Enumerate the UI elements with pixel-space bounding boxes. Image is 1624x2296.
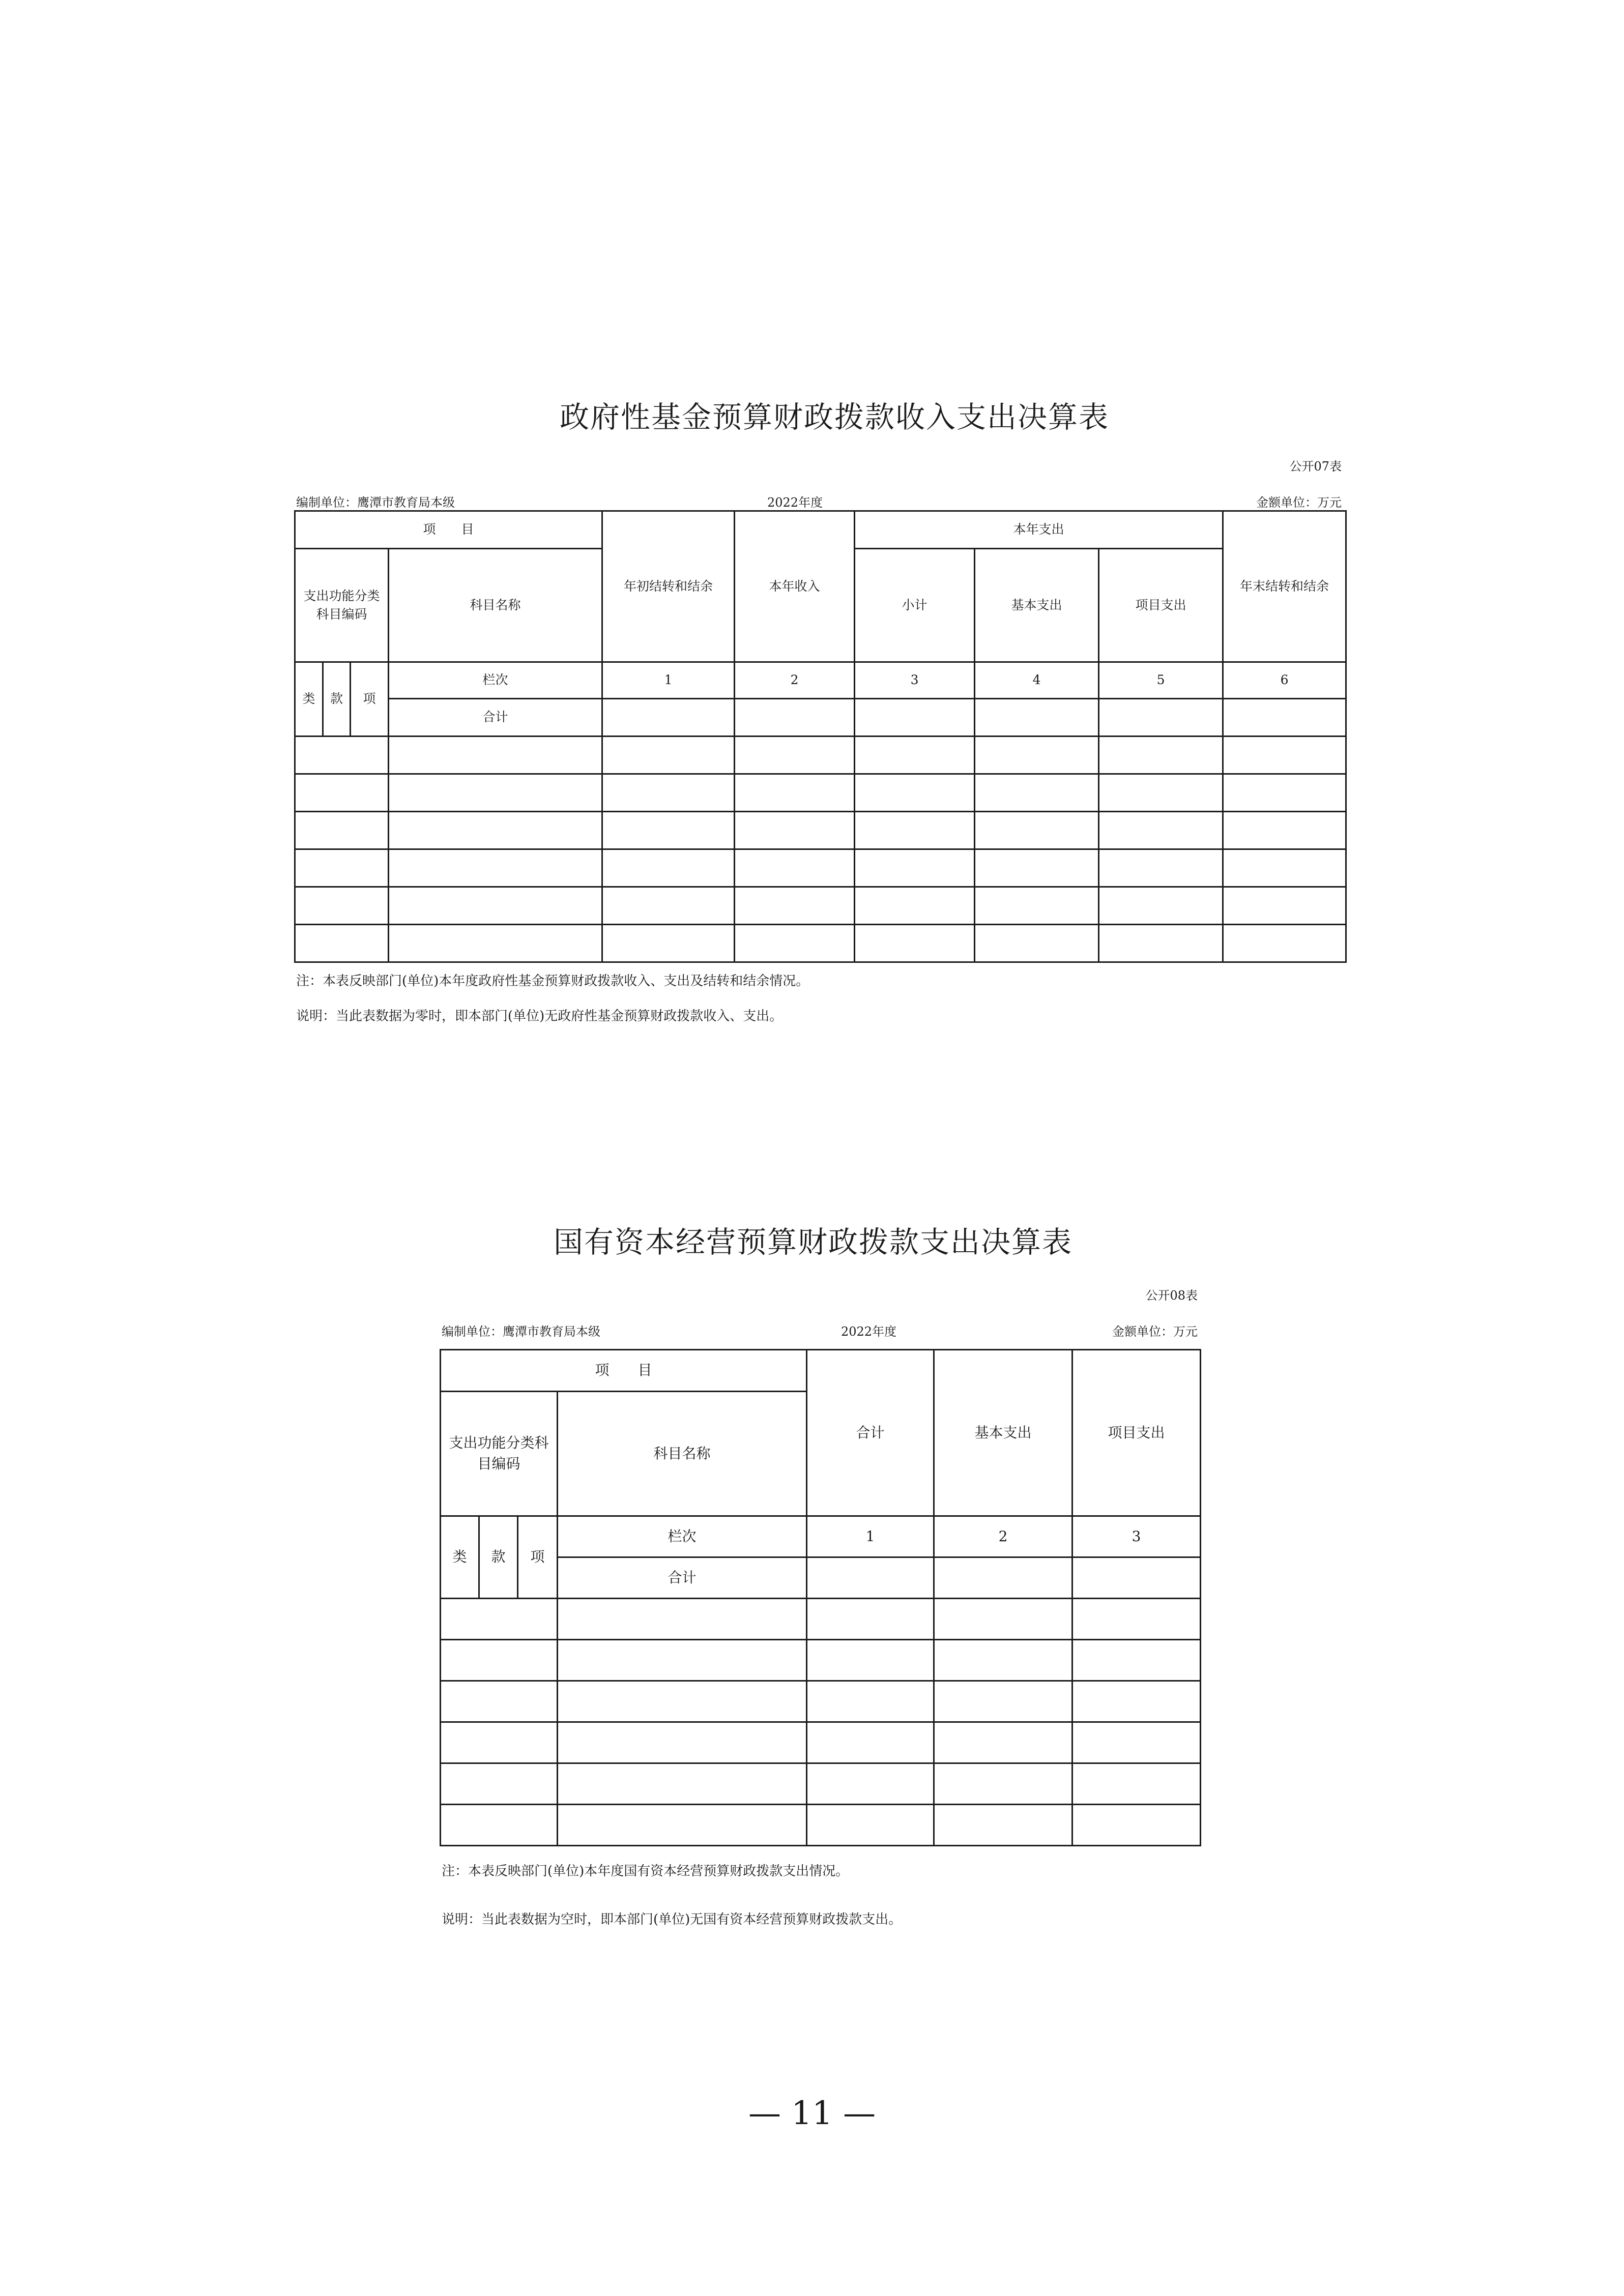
table1-col-number: 5 bbox=[1099, 662, 1223, 699]
table2-cell bbox=[441, 1805, 558, 1846]
table1-cell bbox=[389, 774, 602, 812]
table2-cell bbox=[934, 1681, 1072, 1722]
table-row bbox=[295, 737, 1346, 774]
table1-cell bbox=[975, 774, 1099, 812]
table1-cell bbox=[602, 774, 735, 812]
table2-cell bbox=[1072, 1722, 1201, 1763]
table2-cell bbox=[807, 1557, 934, 1599]
table2-cell bbox=[934, 1763, 1072, 1805]
table2-cell bbox=[1072, 1805, 1201, 1846]
table1-cell bbox=[389, 849, 602, 887]
table2-cell bbox=[934, 1722, 1072, 1763]
table1-cell bbox=[1223, 849, 1346, 887]
table2-cell bbox=[1072, 1681, 1201, 1722]
page-number: — 11 — bbox=[748, 2095, 876, 2132]
table1-cell bbox=[295, 774, 389, 812]
table2-header-total: 合计 bbox=[807, 1350, 934, 1516]
table2-unit: 编制单位：鹰潭市教育局本级 bbox=[442, 1324, 600, 1339]
table2-cell bbox=[558, 1681, 807, 1722]
table1-col-number: 6 bbox=[1223, 662, 1346, 699]
table2 bbox=[440, 1349, 1201, 1846]
table2-currency-unit: 金额单位：万元 bbox=[1112, 1324, 1198, 1339]
table2-cell bbox=[807, 1763, 934, 1805]
table1-cell bbox=[855, 812, 975, 849]
table-row bbox=[441, 1805, 1201, 1846]
table1-cell bbox=[855, 699, 975, 737]
table2-cell bbox=[807, 1805, 934, 1846]
table1-header-current-income: 本年收入 bbox=[735, 511, 855, 662]
table1-cell bbox=[389, 812, 602, 849]
table2-explanation: 说明：当此表数据为空时，即本部门(单位)无国有资本经营预算财政拨款支出。 bbox=[442, 1912, 902, 1927]
table1-cell bbox=[295, 849, 389, 887]
table1-cell bbox=[1099, 925, 1223, 962]
table2-cell bbox=[441, 1640, 558, 1681]
table-row bbox=[441, 1722, 1201, 1763]
table1-header-xiang: 项 bbox=[351, 662, 389, 737]
table1-cell bbox=[975, 699, 1099, 737]
table2-header-subject-name: 科目名称 bbox=[558, 1392, 807, 1516]
table2-header-xiang: 项 bbox=[518, 1516, 558, 1599]
table2-cell bbox=[558, 1599, 807, 1640]
table1-header-func-code: 支出功能分类科目编码 bbox=[295, 549, 389, 662]
table1-header-subject-name: 科目名称 bbox=[389, 549, 602, 662]
table-row bbox=[295, 812, 1346, 849]
table2-header-basic-expense: 基本支出 bbox=[934, 1350, 1072, 1516]
table1-cell bbox=[855, 737, 975, 774]
table2-cell bbox=[934, 1599, 1072, 1640]
table2-cell bbox=[558, 1640, 807, 1681]
table1-header-subtotal: 小计 bbox=[855, 549, 975, 662]
table1-cell bbox=[975, 887, 1099, 925]
table1-cell bbox=[1223, 812, 1346, 849]
table1-header-basic-expense: 基本支出 bbox=[975, 549, 1099, 662]
table1-cell bbox=[295, 737, 389, 774]
table1-year: 2022年度 bbox=[767, 495, 823, 510]
table1-explanation: 说明：当此表数据为零时，即本部门(单位)无政府性基金预算财政拨款收入、支出。 bbox=[296, 1009, 783, 1024]
table-row bbox=[295, 925, 1346, 962]
table1-col-number: 1 bbox=[602, 662, 735, 699]
table1-cell bbox=[735, 925, 855, 962]
table2-total-label: 合计 bbox=[558, 1557, 807, 1599]
table2-cell bbox=[807, 1681, 934, 1722]
table1-cell bbox=[602, 849, 735, 887]
table1-cell bbox=[975, 925, 1099, 962]
table2-cell bbox=[1072, 1640, 1201, 1681]
table1-cell bbox=[855, 849, 975, 887]
table1-cell bbox=[602, 925, 735, 962]
table2-cell bbox=[441, 1599, 558, 1640]
table2-cell bbox=[441, 1763, 558, 1805]
table1-cell bbox=[1099, 699, 1223, 737]
table1-cell bbox=[855, 774, 975, 812]
table1-cell bbox=[1099, 849, 1223, 887]
table1-title: 政府性基金预算财政拨款收入支出决算表 bbox=[560, 400, 1110, 434]
table1-header-opening-balance: 年初结转和结余 bbox=[602, 511, 735, 662]
table1-header-closing-balance: 年末结转和结余 bbox=[1223, 511, 1346, 662]
table2-col-number: 3 bbox=[1072, 1516, 1201, 1557]
table-row bbox=[441, 1640, 1201, 1681]
table2-year: 2022年度 bbox=[841, 1324, 897, 1339]
table1-form-number: 公开07表 bbox=[1289, 459, 1342, 474]
table1-cell bbox=[1099, 812, 1223, 849]
table1-cell bbox=[1223, 737, 1346, 774]
table1-cell bbox=[735, 774, 855, 812]
table1-cell bbox=[735, 887, 855, 925]
table-row bbox=[295, 774, 1346, 812]
table1-column-row-label: 栏次 bbox=[389, 662, 602, 699]
table1-cell bbox=[295, 812, 389, 849]
table1-cell bbox=[602, 737, 735, 774]
table1-header-lei: 类 bbox=[295, 662, 323, 737]
table1-cell bbox=[1223, 925, 1346, 962]
table2-col-number: 2 bbox=[934, 1516, 1072, 1557]
table2-cell bbox=[558, 1763, 807, 1805]
table2-header-item: 项 目 bbox=[441, 1350, 807, 1392]
table2-cell bbox=[934, 1805, 1072, 1846]
table1-cell bbox=[1099, 774, 1223, 812]
table-row bbox=[441, 1763, 1201, 1805]
table1-cell bbox=[389, 737, 602, 774]
table2-cell bbox=[558, 1805, 807, 1846]
table2-header-kuan: 款 bbox=[479, 1516, 518, 1599]
table2-form-number: 公开08表 bbox=[1145, 1288, 1198, 1303]
table2-cell bbox=[934, 1557, 1072, 1599]
table1-cell bbox=[855, 887, 975, 925]
table1-cell bbox=[602, 887, 735, 925]
table-row bbox=[295, 849, 1346, 887]
table1-cell bbox=[735, 699, 855, 737]
table1-cell bbox=[1099, 887, 1223, 925]
table1-header-current-expense: 本年支出 bbox=[855, 511, 1223, 549]
table1-cell bbox=[602, 699, 735, 737]
table1-currency-unit: 金额单位：万元 bbox=[1256, 495, 1342, 510]
table1-header-kuan: 款 bbox=[323, 662, 351, 737]
table1-cell bbox=[295, 887, 389, 925]
table2-title: 国有资本经营预算财政拨款支出决算表 bbox=[554, 1225, 1073, 1259]
table2-cell bbox=[558, 1722, 807, 1763]
table1-cell bbox=[855, 925, 975, 962]
table-row bbox=[441, 1681, 1201, 1722]
table2-cell bbox=[934, 1640, 1072, 1681]
table2-cell bbox=[1072, 1763, 1201, 1805]
table2-cell bbox=[807, 1640, 934, 1681]
table-row bbox=[441, 1599, 1201, 1640]
table1-total-label: 合计 bbox=[389, 699, 602, 737]
table1-cell bbox=[975, 737, 1099, 774]
table1-cell bbox=[975, 849, 1099, 887]
table2-column-row-label: 栏次 bbox=[558, 1516, 807, 1557]
table1-cell bbox=[295, 925, 389, 962]
table1-cell bbox=[1223, 774, 1346, 812]
table2-cell bbox=[441, 1722, 558, 1763]
table2-header-lei: 类 bbox=[441, 1516, 479, 1599]
table1-cell bbox=[389, 925, 602, 962]
table1-col-number: 4 bbox=[975, 662, 1099, 699]
table1-cell bbox=[389, 887, 602, 925]
table2-cell bbox=[1072, 1599, 1201, 1640]
table2-cell bbox=[441, 1681, 558, 1722]
table1-cell bbox=[1223, 699, 1346, 737]
table-row bbox=[295, 887, 1346, 925]
table1-cell bbox=[975, 812, 1099, 849]
table1 bbox=[294, 510, 1347, 963]
table1-note: 注：本表反映部门(单位)本年度政府性基金预算财政拨款收入、支出及结转和结余情况。 bbox=[296, 974, 809, 989]
table2-note: 注：本表反映部门(单位)本年度国有资本经营预算财政拨款支出情况。 bbox=[442, 1864, 849, 1879]
table1-cell bbox=[735, 849, 855, 887]
table1-col-number: 2 bbox=[735, 662, 855, 699]
table2-col-number: 1 bbox=[807, 1516, 934, 1557]
table2-cell bbox=[1072, 1557, 1201, 1599]
table1-header-project-expense: 项目支出 bbox=[1099, 549, 1223, 662]
table1-cell bbox=[1223, 887, 1346, 925]
table2-header-project-expense: 项目支出 bbox=[1072, 1350, 1201, 1516]
table1-col-number: 3 bbox=[855, 662, 975, 699]
table1-unit: 编制单位：鹰潭市教育局本级 bbox=[296, 495, 455, 510]
table2-cell bbox=[807, 1599, 934, 1640]
table1-cell bbox=[1099, 737, 1223, 774]
table1-cell bbox=[602, 812, 735, 849]
table2-cell bbox=[807, 1722, 934, 1763]
table1-header-item: 项 目 bbox=[295, 511, 602, 549]
table2-header-func-code: 支出功能分类科目编码 bbox=[441, 1392, 558, 1516]
table1-cell bbox=[735, 812, 855, 849]
table1-cell bbox=[735, 737, 855, 774]
